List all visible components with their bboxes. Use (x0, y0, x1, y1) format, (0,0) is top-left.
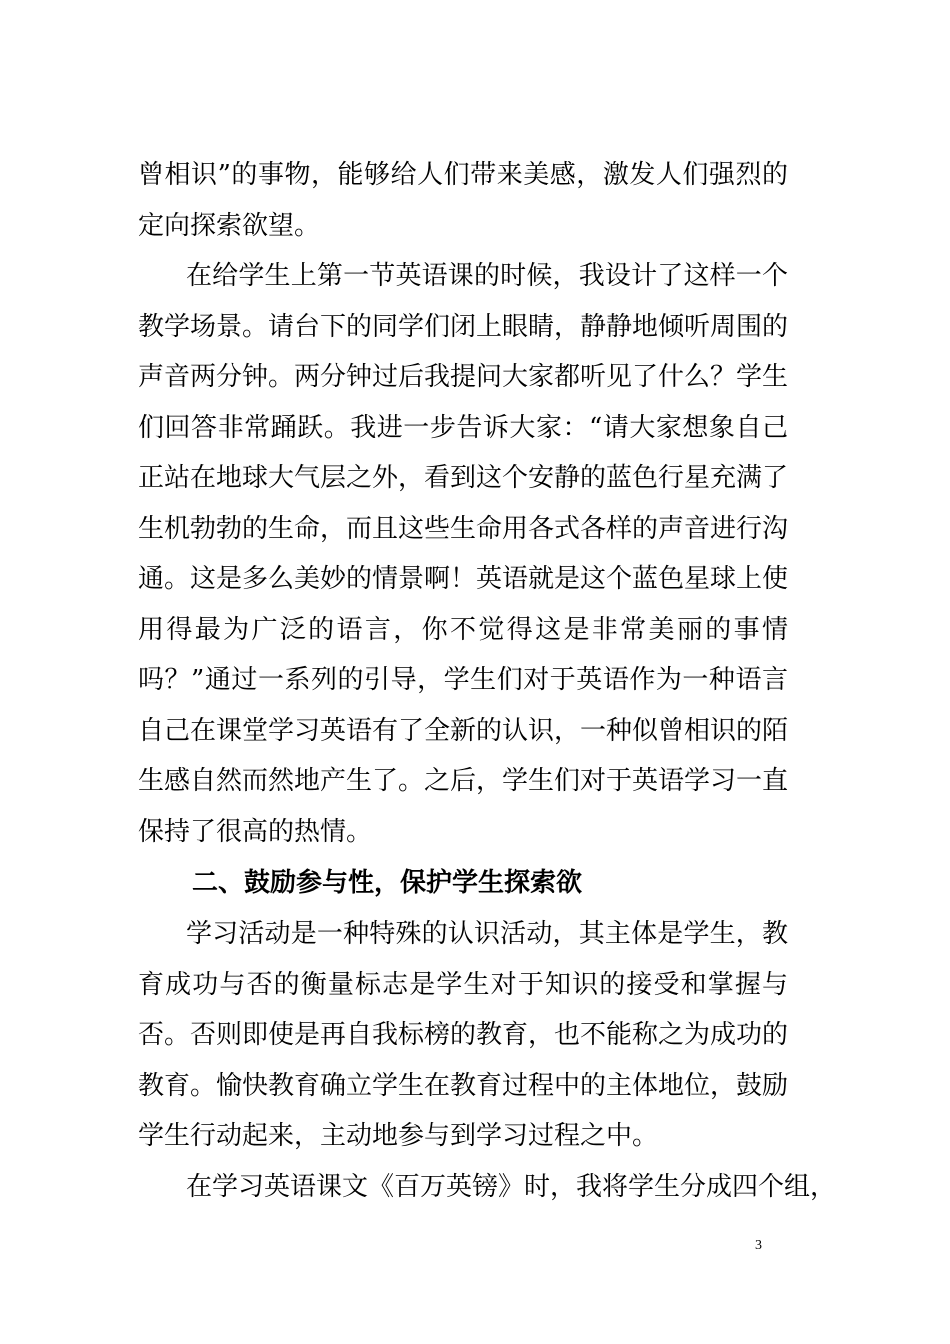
text-line: 学习活动是一种特殊的认识活动，其主体是学生，教 (186, 919, 788, 949)
text-line: 生机勃勃的生命，而且这些生命用各式各样的声音进行沟 (138, 513, 789, 544)
paragraph-2 (138, 251, 788, 857)
section-heading: 二、鼓励参与性，保护学生探索欲 (192, 868, 583, 898)
text-line: 自己在课堂学习英语有了全新的认识，一种似曾相识的陌 (138, 715, 789, 746)
text-line: 否。否则即使是再自我标榜的教育，也不能称之为成功的 (138, 1020, 789, 1050)
text-line: 保持了很高的热情。 (138, 816, 373, 847)
text-line: 定向探索欲望。 (138, 210, 321, 241)
text-line: 在给学生上第一节英语课的时候，我设计了这样一个 (186, 261, 788, 291)
page-number: 3 (755, 1238, 762, 1253)
text-line: 通。这是多么美妙的情景啊！英语就是这个蓝色星球上使 (138, 564, 789, 594)
text-line: 用得最为广泛的语言，你不觉得这是非常美丽的事情 (138, 614, 788, 645)
text-line: 声音两分钟。两分钟过后我提问大家都听见了什么？学生 (138, 362, 789, 392)
text-line: 育成功与否的衡量标志是学生对于知识的接受和掌握与 (138, 969, 788, 1000)
paragraph-3 (138, 909, 788, 1162)
text-line: 正站在地球大气层之外，看到这个安静的蓝色行星充满了 (138, 463, 789, 493)
text-line: 生感自然而然地产生了。之后，学生们对于英语学习一直 (138, 766, 789, 796)
text-line: 教育。愉快教育确立学生在教育过程中的主体地位，鼓励 (138, 1070, 789, 1101)
text-line: 在学习英语课文《百万英镑》时，我将学生分成四个组， (186, 1171, 837, 1202)
text-line: 吗？”通过一系列的引导，学生们对于英语作为一种语言 (138, 665, 788, 695)
text-line: 们回答非常踊跃。我进一步告诉大家：“请大家想象自己 (138, 412, 788, 443)
text-line: 曾相识”的事物，能够给人们带来美感，激发人们强烈的 (138, 160, 788, 190)
paragraph-1 (138, 150, 788, 251)
text-line: 学生行动起来，主动地参与到学习过程之中。 (138, 1121, 659, 1151)
paragraph-4 (138, 1162, 837, 1213)
body-text (138, 150, 837, 1212)
text-line: 教学场景。请台下的同学们闭上眼睛，静静地倾听周围的 (138, 311, 789, 342)
